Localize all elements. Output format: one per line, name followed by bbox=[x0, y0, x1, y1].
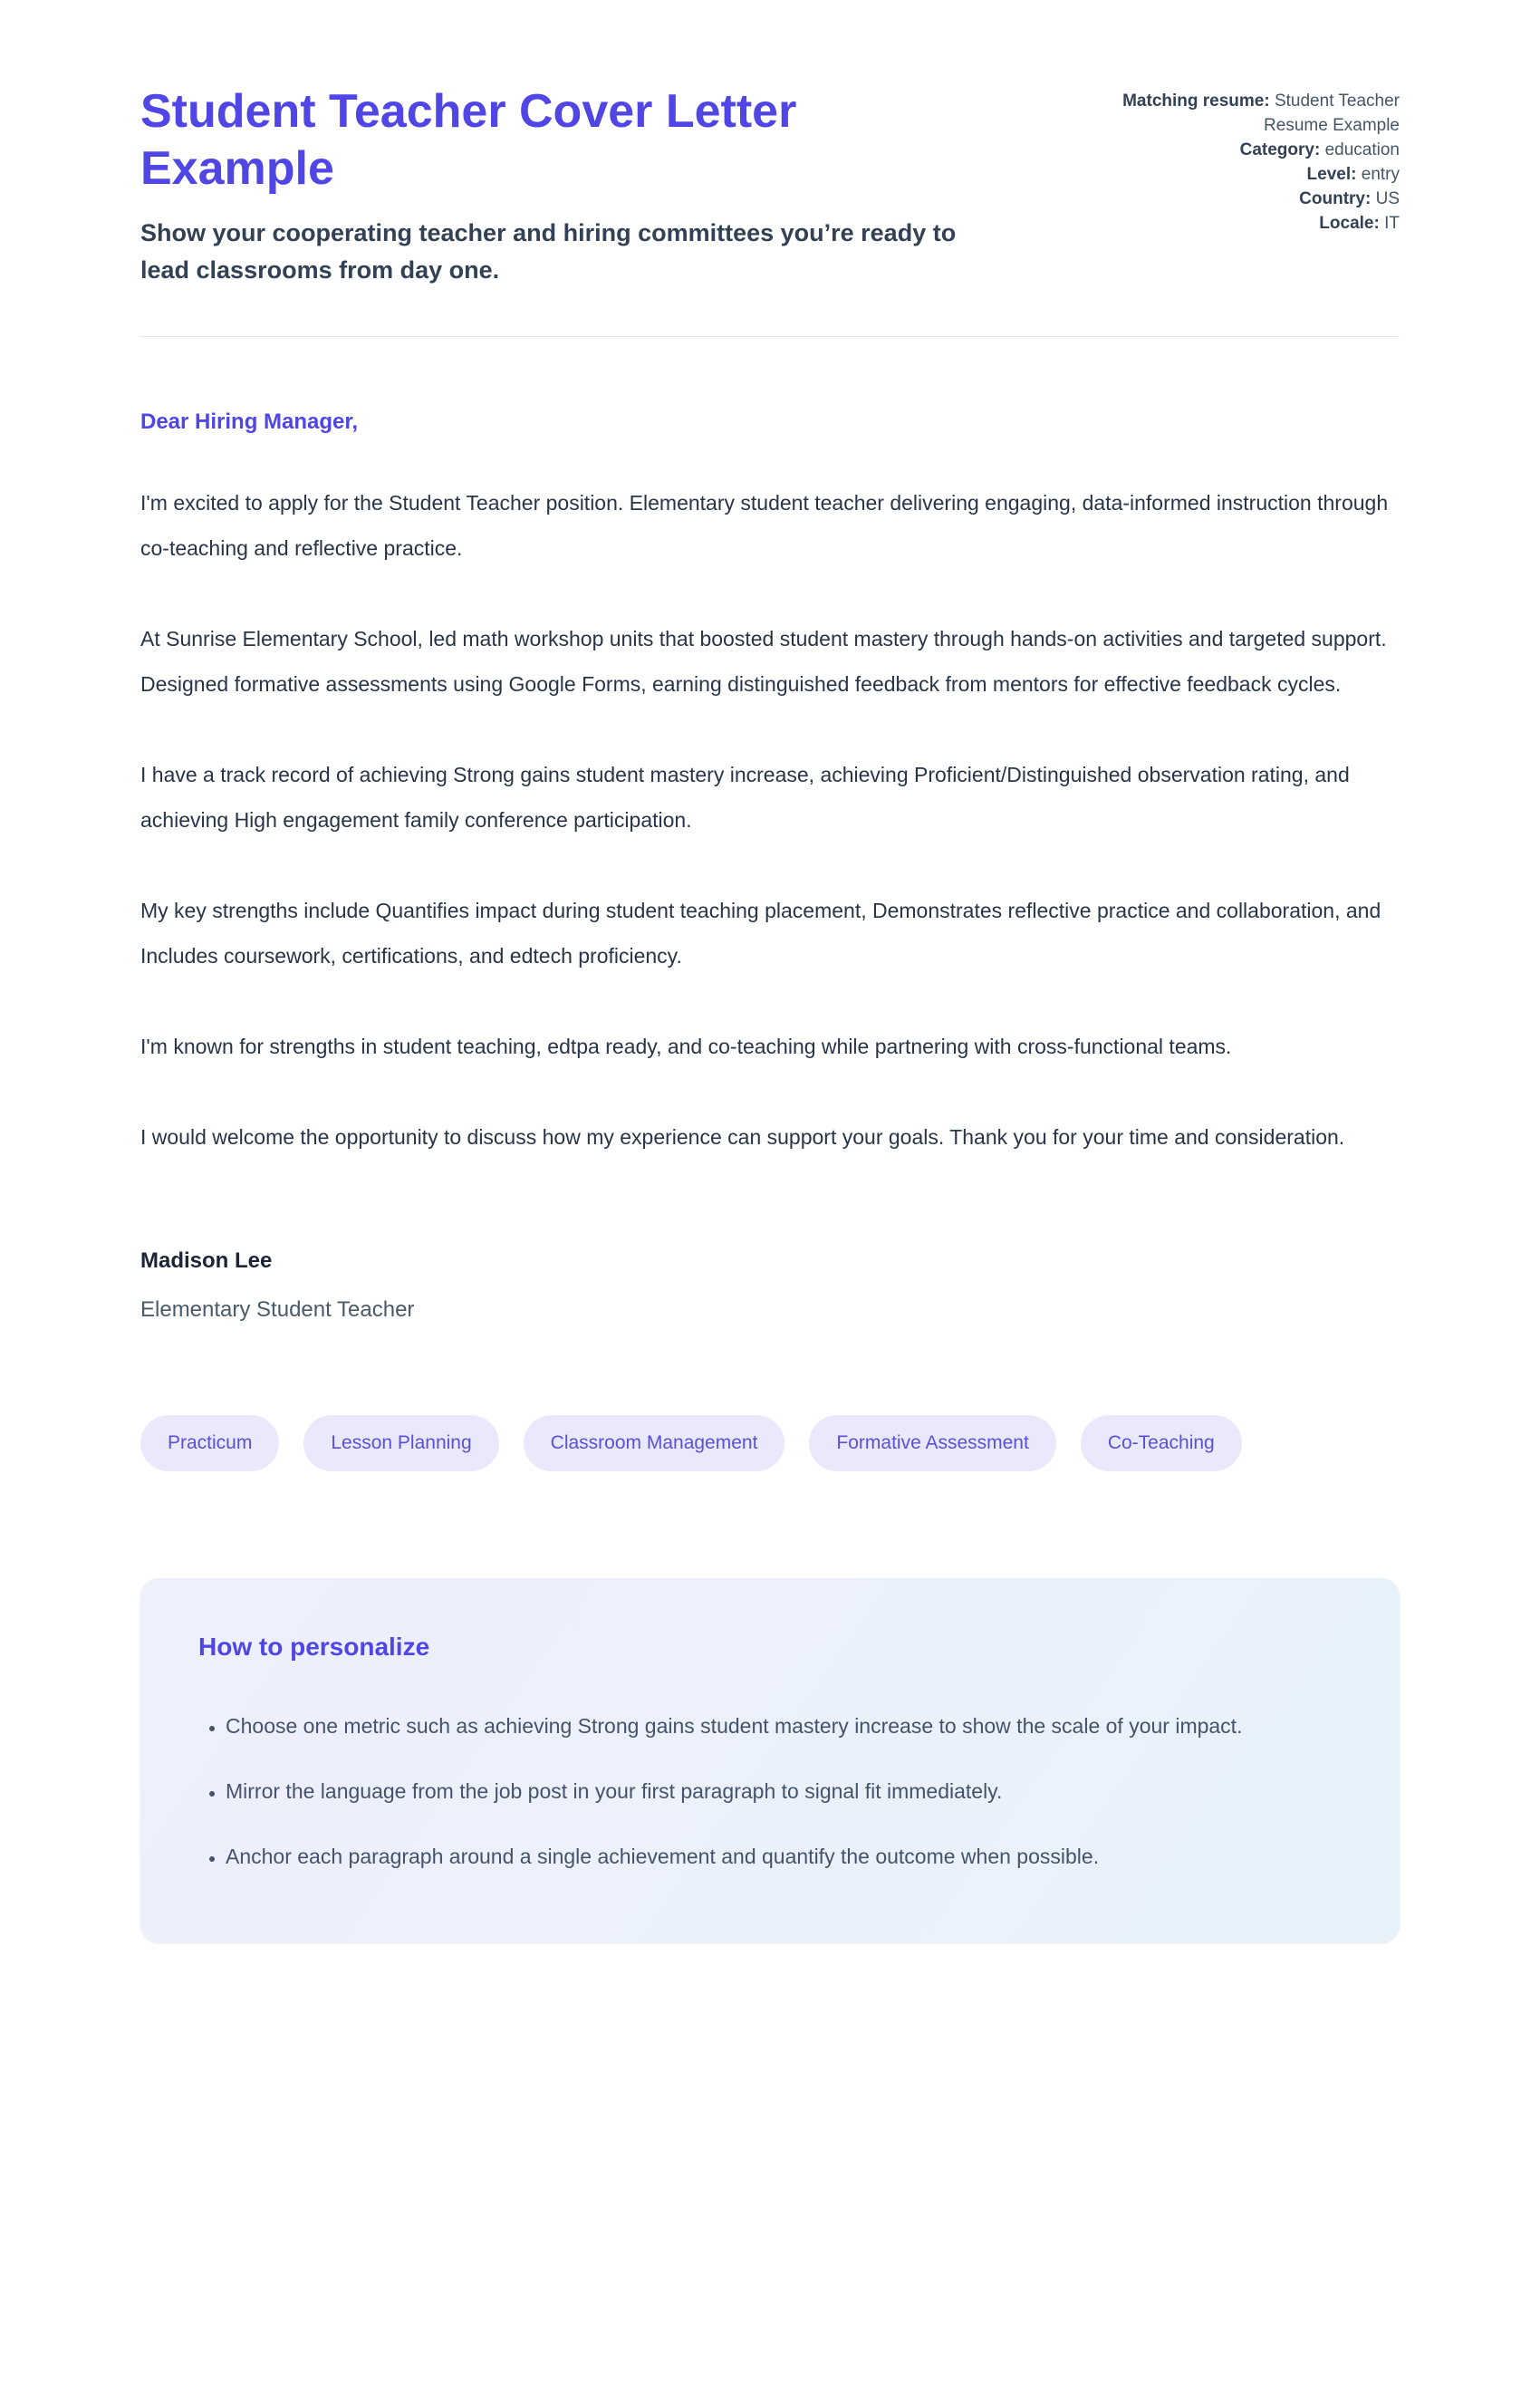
meta-country-label: Country: bbox=[1299, 189, 1372, 208]
meta-matching-resume bbox=[1119, 89, 1400, 138]
meta-locale-value: IT bbox=[1384, 214, 1400, 233]
meta-level-label: Level: bbox=[1306, 165, 1357, 184]
cover-letter-body bbox=[140, 409, 1400, 1160]
letter-paragraph: I'm known for strengths in student teaching, edtpa ready, and co-teaching while partnering with cross-functional teams. bbox=[140, 1034, 1232, 1058]
meta-category bbox=[1119, 138, 1400, 162]
meta-locale bbox=[1119, 211, 1400, 236]
page-title: Student Teacher Cover Letter Example bbox=[140, 85, 797, 196]
letter-greeting: Dear Hiring Manager, bbox=[140, 409, 359, 434]
header-title-block bbox=[140, 83, 992, 289]
how-to-personalize-box bbox=[140, 1578, 1400, 1942]
letter-paragraph: My key strengths include Quantifies impact during student teaching placement, Demonstrates reflective practice and collaboration, and Includes coursework, certifications, and edtech proficiency. bbox=[140, 898, 1381, 968]
header-divider bbox=[140, 336, 1400, 337]
personalize-item: • Mirror the language from the job post in your first paragraph to signal fit immediately. bbox=[226, 1768, 1340, 1814]
resume-meta-block bbox=[1119, 89, 1400, 236]
meta-matching-label: Matching resume: bbox=[1122, 92, 1270, 111]
personalize-list bbox=[195, 1703, 1345, 1879]
skill-tags-row bbox=[140, 1415, 1400, 1471]
meta-matching-value: Student Teacher Resume Example bbox=[1264, 92, 1400, 135]
meta-country bbox=[1119, 187, 1400, 211]
letter-paragraph: I'm excited to apply for the Student Teacher position. Elementary student teacher delivering engaging, data-informed instruction through co-teaching and reflective practice. bbox=[140, 490, 1389, 560]
letter-paragraph: At Sunrise Elementary School, led math workshop units that boosted student mastery through hands-on activities and targeted support. Designed formative assessments using Google Forms, earning distinguished feedback from mentors for effective feedback cycles. bbox=[140, 626, 1387, 696]
page-header bbox=[140, 83, 1400, 289]
meta-level-value: entry bbox=[1361, 165, 1400, 184]
personalize-item: • Anchor each paragraph around a single achievement and quantify the outcome when possible. bbox=[226, 1834, 1340, 1879]
personalize-item: • Choose one metric such as achieving Strong gains student mastery increase to show the scale of your impact. bbox=[226, 1703, 1340, 1749]
tag-formative-assessment[interactable]: Formative Assessment bbox=[809, 1415, 1055, 1471]
personalize-title: How to personalize bbox=[198, 1632, 430, 1661]
signature-name: Madison Lee bbox=[140, 1248, 273, 1273]
letter-paragraph: I have a track record of achieving Strong gains student mastery increase, achieving Proficient/Distinguished observation rating, and achieving High engagement family conference participation. bbox=[140, 762, 1350, 832]
tag-lesson-planning[interactable]: Lesson Planning bbox=[303, 1415, 498, 1471]
meta-level bbox=[1119, 162, 1400, 187]
meta-country-value: US bbox=[1375, 189, 1400, 208]
meta-category-label: Category: bbox=[1239, 140, 1321, 159]
tag-classroom-management[interactable]: Classroom Management bbox=[524, 1415, 785, 1471]
meta-locale-label: Locale: bbox=[1319, 214, 1380, 233]
letter-paragraph: I would welcome the opportunity to discuss how my experience can support your goals. Thank you for your time and consideration. bbox=[140, 1124, 1345, 1149]
tag-co-teaching[interactable]: Co-Teaching bbox=[1081, 1415, 1242, 1471]
meta-category-value: education bbox=[1324, 140, 1400, 159]
tag-practicum[interactable]: Practicum bbox=[140, 1415, 279, 1471]
page-subtitle: Show your cooperating teacher and hiring committees you’re ready to lead classrooms from day one. bbox=[140, 218, 957, 284]
signature-role: Elementary Student Teacher bbox=[140, 1296, 415, 1322]
